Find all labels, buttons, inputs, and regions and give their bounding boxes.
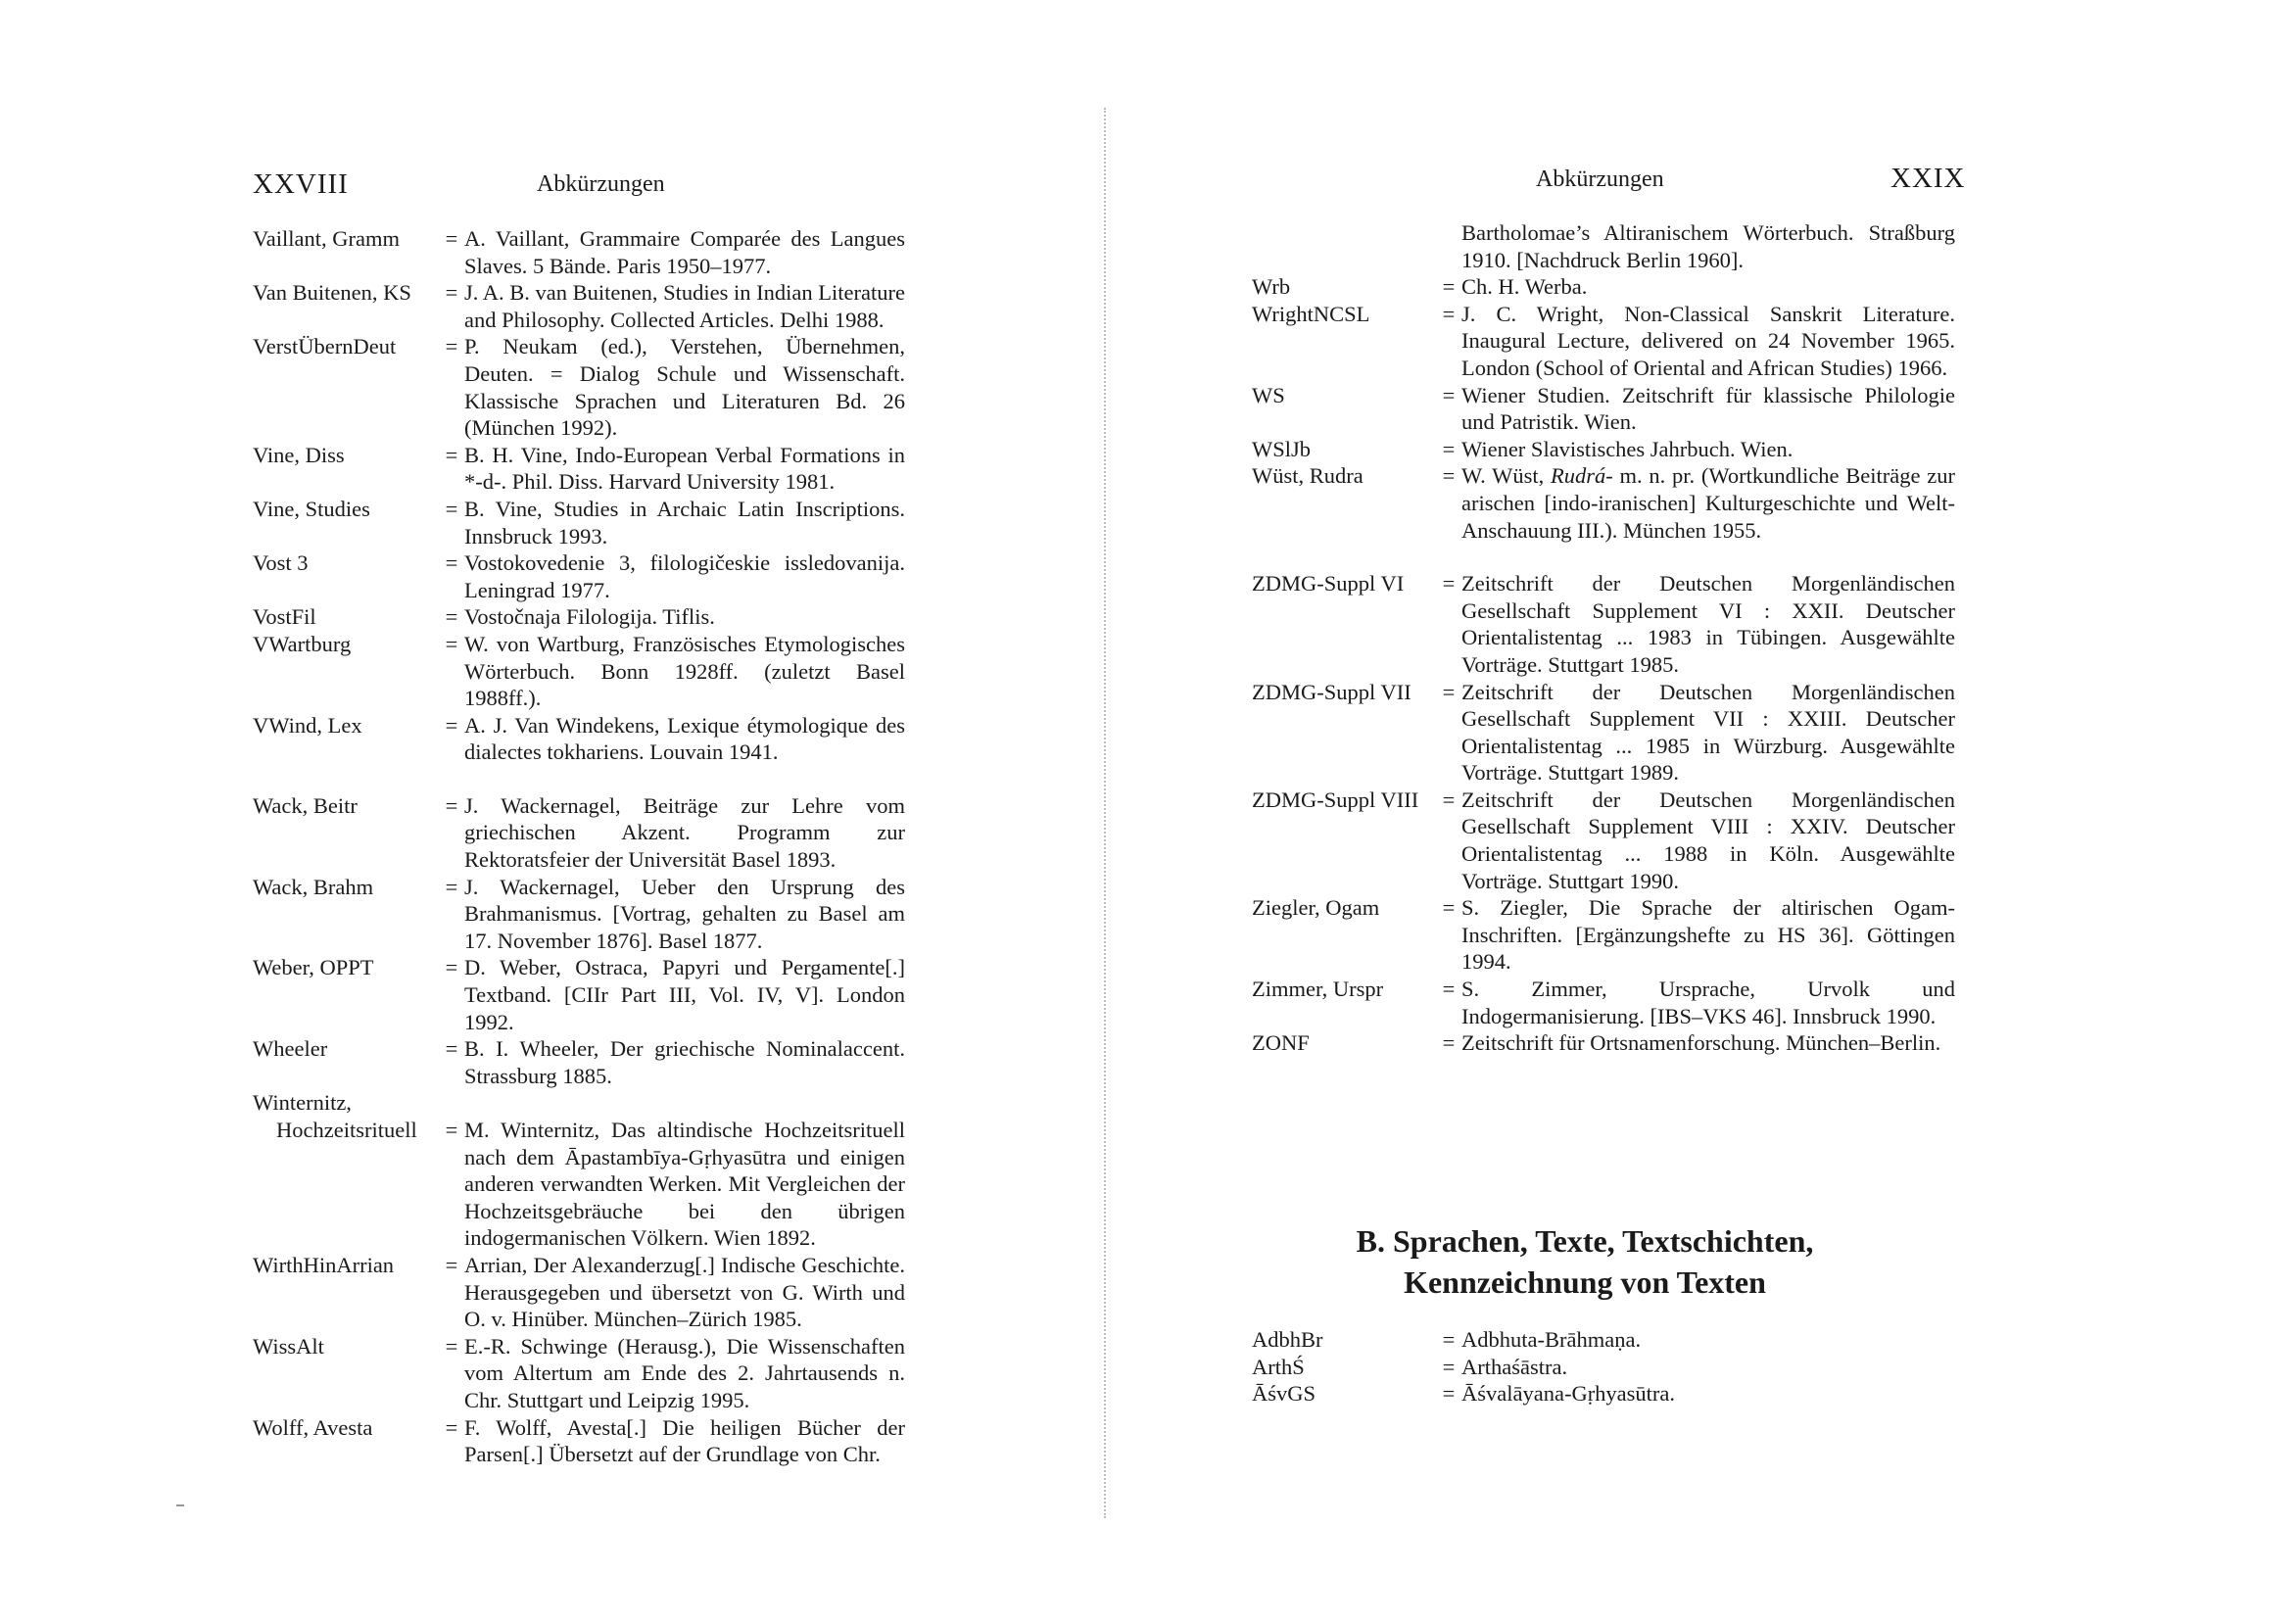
entry-def: Arthaśāstra. [1461,1354,1568,1379]
entry-def: Vostokovedenie 3, filologičeskie issledovanija. Leningrad 1977. [464,550,905,602]
entry-def: J. Wackernagel, Beiträge zur Lehre vom griechischen Akzent. Programm zur Rektoratsfeier der Universität Basel 1893. [464,792,905,873]
entry-eq: = [1442,1030,1456,1056]
entry [253,1035,905,1089]
scan-mark [176,1504,184,1506]
entry-eq: = [445,874,458,899]
entry-eq: = [445,955,458,980]
entry-eq: = [1442,382,1456,407]
text-abbreviation-list [1252,1326,1955,1407]
entry-eq: = [1442,679,1456,704]
entry-abbr: Weber, OPPT [253,955,374,980]
abbreviation-list-left [253,225,905,1468]
entry-abbr: WirthHinArrian [253,1252,395,1277]
entry-abbr: Van Buitenen, KS [253,280,411,306]
entry-def-post: m. n. pr. (Wortkundliche Beiträge zur arischen [indo-iranischen] Kulturgeschichte und Welt-Anschauung III.). München 1955. [1461,463,1955,543]
entry-abbr: Wrb [1252,274,1291,300]
running-head-right: Abkürzungen [1536,167,1664,192]
entry [1252,1380,1955,1407]
entry [1252,570,1955,678]
entry-eq: = [445,712,458,738]
entry-def: J. A. B. van Buitenen, Studies in Indian Literature and Philosophy. Collected Articles. Delhi 1988. [464,280,905,332]
entry-eq: = [1442,895,1456,921]
entry-eq: = [1442,301,1456,326]
entry-abbr: WissAlt [253,1333,324,1359]
page-fold-line [1104,108,1106,1518]
entry-def: W. von Wartburg, Französisches Etymologisches Wörterbuch. Bonn 1928ff. (zuletzt Basel 1988ff.). [464,631,905,711]
entry-eq: = [1442,977,1456,1002]
entry-def: Zeitschrift der Deutschen Morgenländischen Gesellschaft Supplement VIII : XXIV. Deutscher Orientalistentag ... 1988 in Köln. Ausgewählte Vorträge. Stuttgart 1990. [1461,787,1955,893]
entry-eq: = [1442,1327,1456,1352]
entry-eq: = [445,226,458,251]
entry-abbr: ZDMG-Suppl VI [1252,571,1405,596]
entry-eq: = [445,334,458,359]
entry-def: J. C. Wright, Non-Classical Sanskrit Literature. Inaugural Lecture, delivered on 24 November 1965. London (School of Oriental and African Studies) 1966. [1461,301,1955,380]
folio-right: XXIX [1890,163,1966,194]
entry-eq: = [445,496,458,521]
entry-def: F. Wolff, Avesta[.] Die heiligen Bücher der Parsen[.] Übersetzt auf der Grundlage von Chr. [464,1414,905,1467]
entry-eq: = [1442,274,1456,300]
entry [253,1333,905,1414]
entry-abbr: VostFil [253,604,316,630]
entry-abbr: Vine, Diss [253,442,345,467]
entry-eq: = [445,1118,458,1142]
entry [1252,1029,1955,1057]
entry-abbr: AdbhBr [1252,1327,1323,1352]
entry [1252,1326,1955,1354]
entry-def: Āśvalāyana-Gṛhyasūtra. [1461,1381,1676,1407]
entry [1252,301,1955,382]
entry [253,603,905,631]
entry [253,333,905,441]
entry-abbr: WrightNCSL [1252,301,1370,326]
left-page [0,0,1107,1622]
entry-def: J. Wackernagel, Ueber den Ursprung des Brahmanismus. [Vortrag, gehalten zu Basel am 17. November 1876]. Basel 1877. [464,874,905,953]
entry [253,549,905,603]
entry [253,792,905,874]
continuation-entry [1252,219,1955,273]
entry-eq: = [1442,463,1456,489]
entry-eq: = [445,1414,458,1440]
entry [1252,382,1955,436]
entry-def: Zeitschrift für Ortsnamenforschung. München–Berlin. [1461,1030,1941,1056]
entry-eq: = [445,1036,458,1062]
entry-abbr: VWartburg [253,631,352,656]
entry-eq: = [1442,436,1456,461]
abbreviation-list-right [1252,219,1955,1057]
entry [253,279,905,333]
entry-def: Zeitschrift der Deutschen Morgenländischen Gesellschaft Supplement VII : XXIII. Deutscher Orientalistentag ... 1985 in Würzburg. Ausgewählte Vorträge. Stuttgart 1989. [1461,679,1955,786]
entry-def-pre: W. Wüst, [1461,463,1552,489]
entry [253,496,905,549]
entry [253,442,905,496]
entry-def: E.-R. Schwinge (Herausg.), Die Wissenschaften vom Altertum am Ende des 2. Jahrtausends n. Chr. Stuttgart und Leipzig 1995. [464,1333,905,1412]
entry [1252,679,1955,787]
entry [1252,894,1955,976]
entry-eq: = [445,442,458,467]
entry-def: S. Zimmer, Ursprache, Urvolk und Indogermanisierung. [IBS–VKS 46]. Innsbruck 1990. [1461,977,1955,1028]
entry-abbr: VWind, Lex [253,712,362,738]
entry-def: A. J. Van Windekens, Lexique étymologique des dialectes tokhariens. Louvain 1941. [464,712,905,765]
entry-eq: = [1442,571,1456,596]
entry-abbr: WSlJb [1252,436,1312,461]
entry [1252,462,1955,544]
entry [253,1414,905,1468]
section-title-line1: B. Sprachen, Texte, Textschichten, [1356,1223,1814,1259]
entry-def: S. Ziegler, Die Sprache der altirischen Ogam-Inschriften. [Ergänzungshefte zu HS 36]. Göttingen 1994. [1461,895,1955,975]
entry-abbr-line1: Winternitz, [253,1090,352,1116]
entry-abbr: ArthŚ [1252,1354,1305,1379]
continuation-text: Bartholomae’s Altiranischem Wörterbuch. Straßburg 1910. [Nachdruck Berlin 1960]. [1461,220,1955,272]
entry-abbr: Ziegler, Ogam [1252,895,1380,921]
entry-eq: = [445,1252,458,1277]
entry-abbr-line2: Hochzeitsrituell [276,1118,417,1142]
entry [253,631,905,712]
entry-def: A. Vaillant, Grammaire Comparée des Langues Slaves. 5 Bände. Paris 1950–1977. [464,226,905,278]
entry-def: Ch. H. Werba. [1461,274,1588,300]
running-head-left: Abkürzungen [537,171,665,197]
entry-eq: = [1442,787,1456,812]
entry-eq: = [445,550,458,576]
entry-def: D. Weber, Ostraca, Papyri und Pergamente[.] Textband. [CIIr Part III, Vol. IV, V]. London 1992. [464,955,905,1034]
entry [1252,1354,1955,1381]
entry-def: Adbhuta-Brāhmaṇa. [1461,1327,1642,1352]
entry [1252,273,1955,301]
entry-def: Wiener Slavistisches Jahrbuch. Wien. [1461,436,1794,461]
entry-def: B. Vine, Studies in Archaic Latin Inscriptions. Innsbruck 1993. [464,496,905,549]
right-page [1107,0,2296,1622]
folio-left: XXVIII [253,168,349,200]
entry-def: B. H. Vine, Indo-European Verbal Formations in *-d-. Phil. Diss. Harvard University 1981. [464,442,905,495]
entry-abbr: Vaillant, Gramm [253,226,400,251]
entry-abbr: Wheeler [253,1036,328,1062]
entry-eq: = [445,631,458,656]
section-title-line2: Kennzeichnung von Texten [1404,1264,1766,1300]
entry-abbr: WS [1252,382,1285,407]
entry-abbr: Vost 3 [253,550,309,576]
entry-abbr [253,1089,439,1143]
entry-eq: = [445,280,458,306]
section-title [1232,1220,1937,1303]
entry-def: Arrian, Der Alexanderzug[.] Indische Geschichte. Herausgegeben und übersetzt von G. Wirth und O. v. Hinüber. München–Zürich 1985. [464,1252,905,1332]
entry [1252,787,1955,894]
entry-abbr: ZDMG-Suppl VII [1252,679,1411,704]
entry-eq: = [1442,1354,1456,1379]
entry [253,954,905,1035]
entry-def: P. Neukam (ed.), Verstehen, Übernehmen, Deuten. = Dialog Schule und Wissenschaft. Klassische Sprachen und Literaturen Bd. 26 (München 1992). [464,334,905,441]
entry-abbr: ĀśvGS [1252,1381,1316,1407]
entry-def [1461,462,1955,544]
entry-def: Zeitschrift der Deutschen Morgenländischen Gesellschaft Supplement VI : XXII. Deutscher Orientalistentag ... 1983 in Tübingen. Ausgewählte Vorträge. Stuttgart 1985. [1461,571,1955,677]
entry-abbr: ZDMG-Suppl VIII [1252,787,1419,812]
entry-eq: = [445,1333,458,1359]
entry-abbr: Wüst, Rudra [1252,463,1363,489]
entry-def: Wiener Studien. Zeitschrift für klassische Philologie und Patristik. Wien. [1461,382,1955,435]
entry-eq: = [445,792,458,818]
entry [1252,976,1955,1029]
entry-def: M. Winternitz, Das altindische Hochzeitsrituell nach dem Āpastambīya-Gṛhyasūtra und einigen anderen verwandten Werken. Mit Vergleichen der Hochzeitsgebräuche bei den übrigen indogermanischen Völkern. Wien 1892. [464,1118,905,1251]
entry-def-italic: Rudrá- [1551,463,1613,489]
entry [253,874,905,955]
entry [253,225,905,279]
entry [253,1252,905,1333]
entry-eq: = [1442,1381,1456,1407]
entry-abbr: Wolff, Avesta [253,1414,373,1440]
entry-abbr: Wack, Brahm [253,874,374,899]
entry [253,712,905,766]
entry-abbr: Zimmer, Urspr [1252,977,1384,1002]
entry-def: Vostočnaja Filologija. Tiflis. [464,604,715,630]
entry-abbr: VerstÜbernDeut [253,334,397,359]
entry-eq: = [445,604,458,630]
entry-def: B. I. Wheeler, Der griechische Nominalaccent. Strassburg 1885. [464,1036,905,1088]
entry [1252,436,1955,463]
entry-abbr: Wack, Beitr [253,792,358,818]
entry [253,1089,905,1252]
entry-abbr: ZONF [1252,1030,1310,1056]
entry-abbr: Vine, Studies [253,496,370,521]
